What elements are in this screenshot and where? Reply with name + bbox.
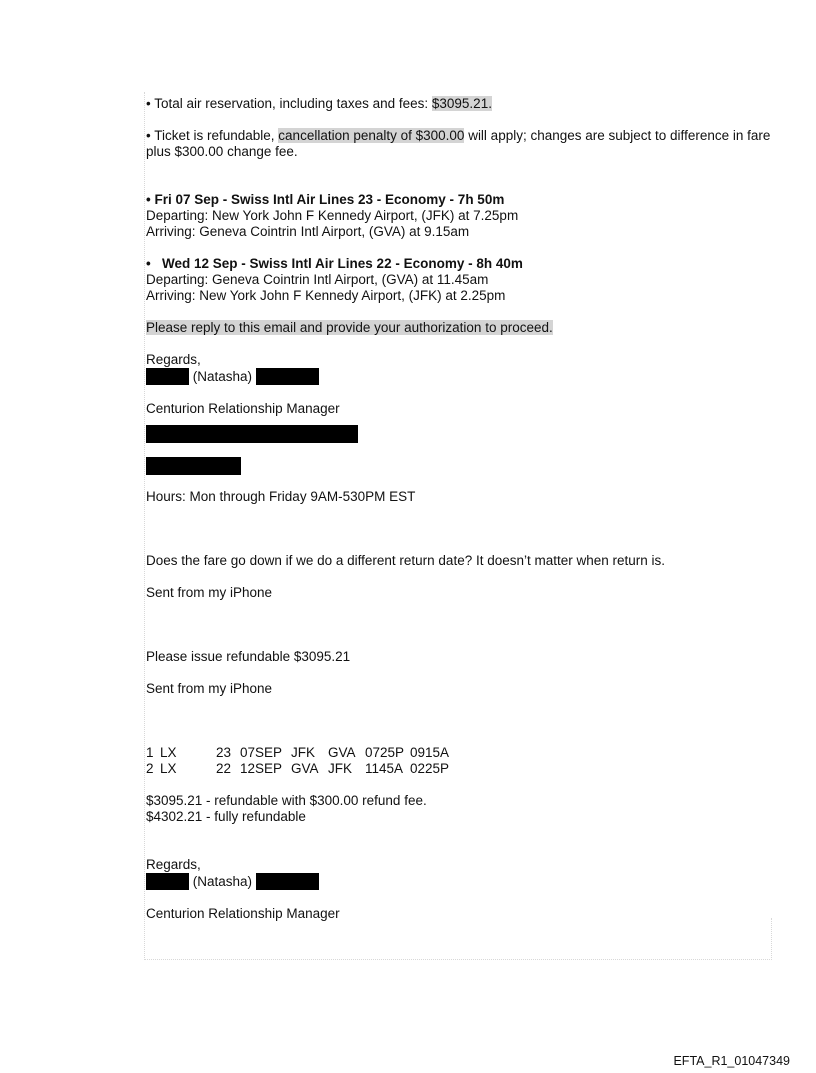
job-title-1: Centurion Relationship Manager: [146, 401, 340, 416]
itinerary-row: 2 LX 22 12SEP GVA JFK 1145A 0225P: [146, 761, 450, 776]
flight1-arriving: Arriving: Geneva Cointrin Intl Airport, (GVA) at 9.15am: [146, 224, 470, 239]
hours-line: Hours: Mon through Friday 9AM-530PM EST: [146, 489, 416, 504]
refund-line: • Ticket is refundable, cancellation penalty of $300.00 will apply; changes are subject to difference in fare plus $300.00 change fee.: [146, 128, 771, 159]
signature-2: (Natasha): [146, 873, 772, 890]
fare-line-2: $4302.21 - fully refundable: [146, 809, 306, 824]
total-line: • Total air reservation, including taxes and fees: $3095.21.: [146, 96, 492, 111]
issue-line: Please issue refundable $3095.21: [146, 649, 351, 664]
job-title-2: Centurion Relationship Manager: [146, 906, 340, 921]
flight1-departing: Departing: New York John F Kennedy Airport, (JFK) at 7.25pm: [146, 208, 519, 223]
redaction-block: [146, 425, 358, 443]
redaction-block: [146, 457, 241, 475]
question-line: Does the fare go down if we do a different return date? It doesn’t matter when return is.: [146, 553, 666, 568]
fare-line-1: $3095.21 - refundable with $300.00 refund fee.: [146, 793, 427, 808]
total-amount: $3095.21.: [431, 96, 492, 111]
signature-1: (Natasha): [146, 368, 772, 385]
redaction-block: [256, 368, 319, 385]
sent-from-2: Sent from my iPhone: [146, 681, 273, 696]
flight2-heading: • Wed 12 Sep - Swiss Intl Air Lines 22 - Economy - 8h 40m: [146, 256, 523, 271]
sent-from-1: Sent from my iPhone: [146, 585, 273, 600]
authorization-line: Please reply to this email and provide your authorization to proceed.: [146, 320, 553, 335]
redaction-block: [146, 873, 189, 890]
regards-2: Regards,: [146, 857, 201, 872]
redaction-block: [146, 368, 189, 385]
flight1-heading: • Fri 07 Sep - Swiss Intl Air Lines 23 - Economy - 7h 50m: [146, 192, 505, 207]
redaction-block: [256, 873, 319, 890]
itinerary-row: 1 LX 23 07SEP JFK GVA 0725P 0915A: [146, 745, 450, 760]
itinerary-table: [146, 745, 772, 777]
quoted-email-frame-edge: [771, 918, 772, 960]
refund-penalty: cancellation penalty of $300.00: [278, 128, 465, 143]
regards-1: Regards,: [146, 352, 201, 367]
email-body: [146, 96, 772, 922]
document-id: EFTA_R1_01047349: [673, 1054, 790, 1068]
flight2-arriving: Arriving: New York John F Kennedy Airport, (JFK) at 2.25pm: [146, 288, 506, 303]
flight2-departing: Departing: Geneva Cointrin Intl Airport, (GVA) at 11.45am: [146, 272, 489, 287]
